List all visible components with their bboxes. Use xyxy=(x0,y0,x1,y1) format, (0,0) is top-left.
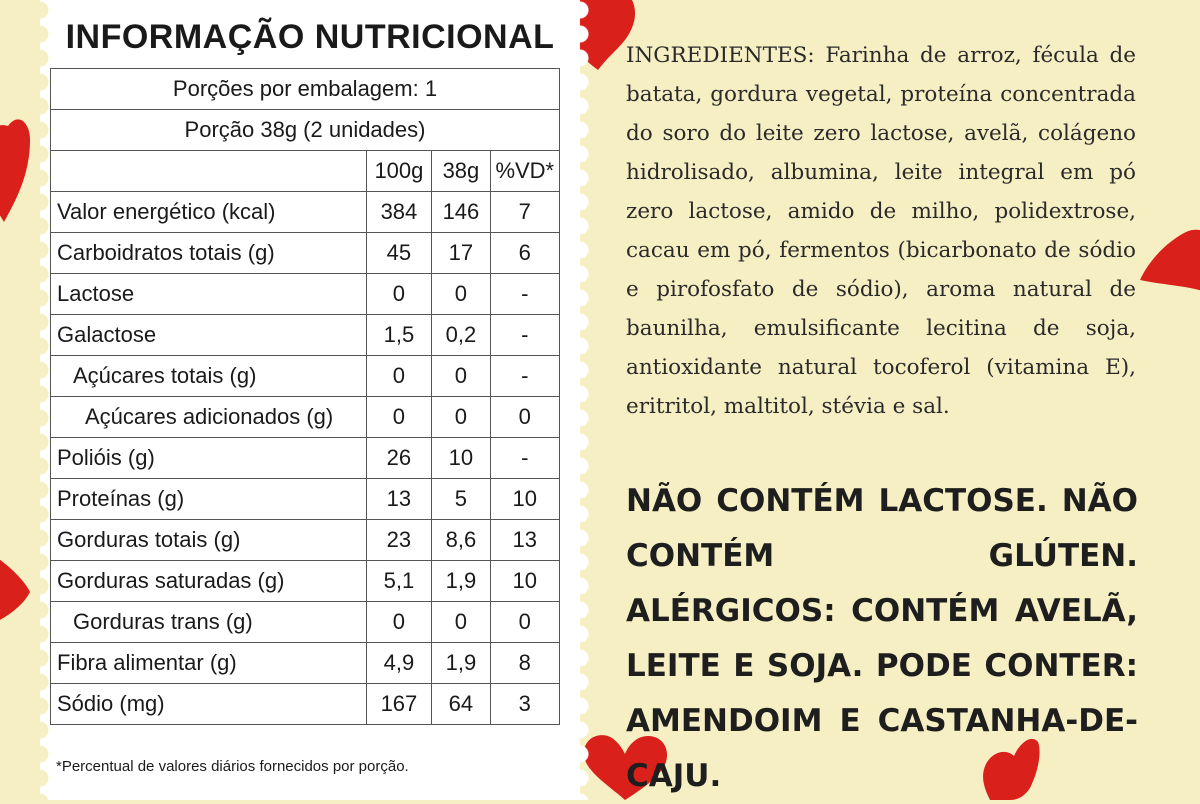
value-100g: 0 xyxy=(366,397,432,438)
value-100g: 45 xyxy=(366,233,432,274)
nutrient-label: Proteínas (g) xyxy=(51,479,367,520)
value-38g: 0 xyxy=(432,356,490,397)
value-38g: 5 xyxy=(432,479,490,520)
value-100g: 167 xyxy=(366,684,432,725)
heart-icon xyxy=(0,112,30,222)
nutrient-label: Gorduras saturadas (g) xyxy=(51,561,367,602)
value-vd: 6 xyxy=(490,233,559,274)
nutrient-label: Gorduras trans (g) xyxy=(51,602,367,643)
table-row xyxy=(51,397,560,438)
value-vd: 7 xyxy=(490,192,559,233)
value-vd: 8 xyxy=(490,643,559,684)
value-vd: - xyxy=(490,315,559,356)
value-vd: 3 xyxy=(490,684,559,725)
table-footnote: *Percentual de valores diários fornecidos por porção. xyxy=(56,758,409,775)
nutrient-label: Polióis (g) xyxy=(51,438,367,479)
value-100g: 13 xyxy=(366,479,432,520)
nutrition-title: INFORMAÇÃO NUTRICIONAL xyxy=(65,18,555,56)
value-100g: 384 xyxy=(366,192,432,233)
heart-icon xyxy=(0,548,34,628)
value-vd: - xyxy=(490,274,559,315)
ingredients-text: INGREDIENTES: Farinha de arroz, fécula de batata, gordura vegetal, proteína concentrada do soro do leite zero lactose, avelã, colágeno hidrolisado, albumina, leite integral em pó zero lactose, amido de milho, polidextrose, cacau em pó, fermentos (bicarbonato de sódio e pirofosfato de sódio), aroma natural de baunilha, emulsificante lecitina de soja, antioxidante natural tocoferol (vitamina E), eritritol, maltitol, stévia e sal. xyxy=(626,43,1136,419)
nutrition-table xyxy=(50,68,560,725)
nutrient-label: Gorduras totais (g) xyxy=(51,520,367,561)
value-vd: 10 xyxy=(490,479,559,520)
value-38g: 10 xyxy=(432,438,490,479)
nutrient-label: Açúcares adicionados (g) xyxy=(51,397,367,438)
value-38g: 0 xyxy=(432,274,490,315)
table-row xyxy=(51,356,560,397)
table-row xyxy=(51,192,560,233)
nutrient-label: Valor energético (kcal) xyxy=(51,192,367,233)
value-100g: 0 xyxy=(366,274,432,315)
column-header: 100g xyxy=(366,151,432,192)
value-38g: 1,9 xyxy=(432,561,490,602)
value-vd: - xyxy=(490,356,559,397)
value-38g: 0 xyxy=(432,602,490,643)
nutrient-label: Sódio (mg) xyxy=(51,684,367,725)
nutrient-label: Galactose xyxy=(51,315,367,356)
nutrient-label: Carboidratos totais (g) xyxy=(51,233,367,274)
column-header: %VD* xyxy=(490,151,559,192)
nutrient-label: Fibra alimentar (g) xyxy=(51,643,367,684)
value-38g: 146 xyxy=(432,192,490,233)
table-row xyxy=(51,520,560,561)
table-row xyxy=(51,69,560,110)
servings-per-package: Porções por embalagem: 1 xyxy=(51,69,560,110)
table-row xyxy=(51,561,560,602)
value-38g: 0 xyxy=(432,397,490,438)
value-38g: 0,2 xyxy=(432,315,490,356)
table-row xyxy=(51,274,560,315)
table-row xyxy=(51,643,560,684)
table-row xyxy=(51,438,560,479)
value-100g: 1,5 xyxy=(366,315,432,356)
column-header: 38g xyxy=(432,151,490,192)
table-row xyxy=(51,233,560,274)
serving-size: Porção 38g (2 unidades) xyxy=(51,110,560,151)
value-vd: 13 xyxy=(490,520,559,561)
table-row xyxy=(51,315,560,356)
value-100g: 4,9 xyxy=(366,643,432,684)
nutrient-label: Lactose xyxy=(51,274,367,315)
table-row xyxy=(51,684,560,725)
value-vd: 10 xyxy=(490,561,559,602)
value-100g: 5,1 xyxy=(366,561,432,602)
value-vd: 0 xyxy=(490,602,559,643)
value-100g: 0 xyxy=(366,356,432,397)
heart-icon xyxy=(1140,228,1200,294)
column-header-blank xyxy=(51,151,367,192)
allergen-warning: NÃO CONTÉM LACTOSE. NÃO CONTÉM GLÚTEN. ALÉRGICOS: CONTÉM AVELÃ, LEITE E SOJA. PODE CONTER: AMENDOIM E CASTANHA-DE-CAJU. xyxy=(626,483,1138,794)
value-100g: 0 xyxy=(366,602,432,643)
column-header-row xyxy=(51,151,560,192)
table-row xyxy=(51,479,560,520)
value-38g: 64 xyxy=(432,684,490,725)
value-vd: - xyxy=(490,438,559,479)
value-38g: 1,9 xyxy=(432,643,490,684)
value-38g: 17 xyxy=(432,233,490,274)
value-38g: 8,6 xyxy=(432,520,490,561)
value-100g: 23 xyxy=(366,520,432,561)
value-vd: 0 xyxy=(490,397,559,438)
value-100g: 26 xyxy=(366,438,432,479)
nutrient-label: Açúcares totais (g) xyxy=(51,356,367,397)
table-row xyxy=(51,602,560,643)
table-row xyxy=(51,110,560,151)
